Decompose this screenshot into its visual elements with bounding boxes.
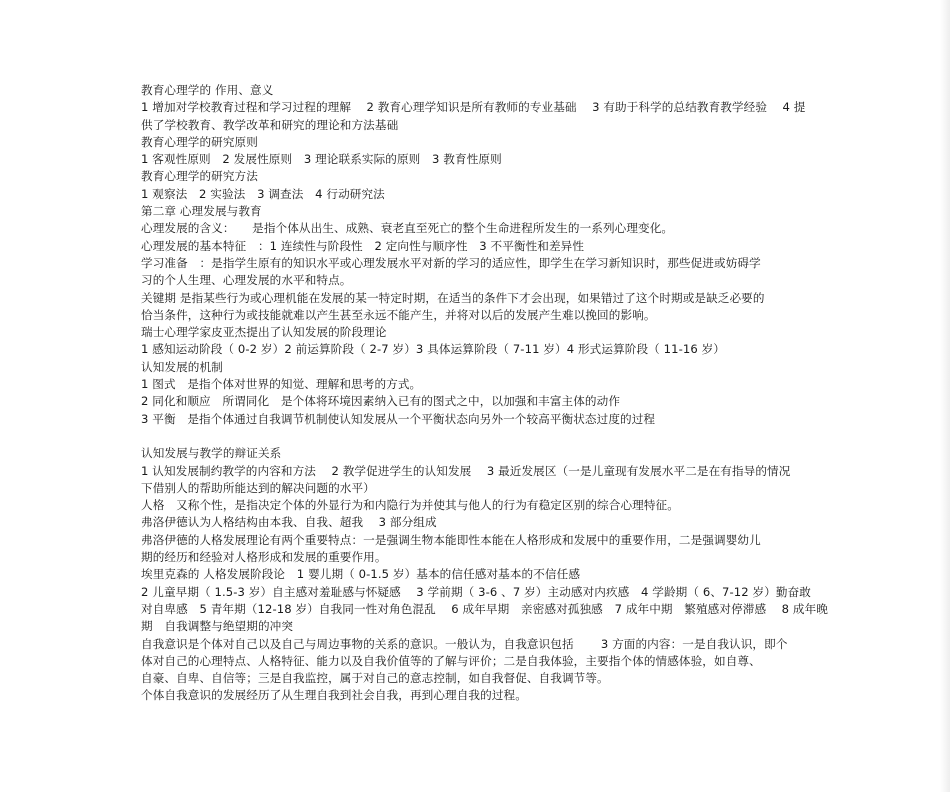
text-line: 自豪、自卑、自信等；三是自我监控，属于对自己的意志控制，如自我督促、自我调节等。 — [141, 671, 609, 686]
text-line: 自我意识是个体对自己以及自己与周边事物的关系的意识。一般认为，自我意识包括 3 方面的内容：一是自我认识，即个 — [141, 636, 788, 651]
text-line: 3 平衡 是指个体通过自我调节机制使认知发展从一个平衡状态向另外一个较高平衡状态过度的过程 — [141, 411, 656, 426]
text-line: 心理发展的基本特征 ：1 连续性与阶段性 2 定向性与顺序性 3 不平衡性和差异性 — [141, 238, 585, 253]
text-line: 关键期 是指某些行为或心理机能在发展的某一特定时期，在适当的条件下才会出现，如果错过了这个时期或是缺乏必要的 — [141, 290, 765, 305]
text-line: 2 同化和顺应 所谓同化 是个体将环境因素纳入已有的图式之中，以加强和丰富主体的动作 — [141, 394, 621, 409]
text-line: 认知发展的机制 — [141, 359, 223, 374]
text-line: 习的个人生理、心理发展的水平和特点。 — [141, 273, 352, 288]
text-line: 1 观察法 2 实验法 3 调查法 4 行动研究法 — [141, 186, 385, 201]
document-body — [141, 82, 853, 705]
text-line: 弗洛伊德的人格发展理论有两个重要特点：一是强调生物本能即性本能在人格形成和发展中的重要作用，二是强调婴幼儿 — [141, 532, 761, 547]
text-line: 埃里克森的 人格发展阶段论 1 婴儿期（ 0-1.5 岁）基本的信任感对基本的不信任感 — [141, 567, 581, 582]
text-line: 下借别人的帮助所能达到的解决问题的水平） — [141, 480, 375, 495]
text-line: 弗洛伊德认为人格结构由本我、自我、超我 3 部分组成 — [141, 515, 437, 530]
text-line: 期 自我调整与绝望期的冲突 — [141, 619, 294, 634]
text-line: 1 图式 是指个体对世界的知觉、理解和思考的方式。 — [141, 377, 422, 392]
text-line: 教育心理学的 作用、意义 — [141, 83, 274, 97]
text-line: 恰当条件，这种行为或技能就难以产生甚至永远不能产生，并将对以后的发展产生难以挽回的影响。 — [141, 307, 656, 322]
text-line: 1 认知发展制约教学的内容和方法 2 教学促进学生的认知发展 3 最近发展区（一是儿童现有发展水平二是在有指导的情况 — [141, 463, 791, 478]
text-line: 教育心理学的研究原则 — [141, 134, 258, 149]
page-edge-shadow — [940, 0, 950, 792]
text-line: 人格 又称个性，是指决定个体的外显行为和内隐行为并使其与他人的行为有稳定区别的综合心理特征。 — [141, 498, 679, 513]
text-line: 1 感知运动阶段（ 0-2 岁）2 前运算阶段（ 2-7 岁）3 具体运算阶段（ 7-11 岁）4 形式运算阶段（ 11-16 岁） — [141, 342, 725, 357]
text-line: 瑞士心理学家皮亚杰提出了认知发展的阶段理论 — [141, 325, 387, 340]
text-line: 心理发展的含义： 是指个体从出生、成熟、衰老直至死亡的整个生命进程所发生的一系列心理变化。 — [141, 221, 674, 236]
text-line: 2 儿童早期（ 1.5-3 岁）自主感对羞耻感与怀疑感 3 学前期（ 3-6 、7 岁）主动感对内疚感 4 学龄期（ 6、7-12 岁）勤奋敢 — [141, 584, 811, 599]
text-line: 个体自我意识的发展经历了从生理自我到社会自我，再到心理自我的过程。 — [141, 688, 527, 703]
text-line: 学习准备 ：是指学生原有的知识水平或心理发展水平对新的学习的适应性，即学生在学习新知识时，那些促进或妨碍学 — [141, 255, 761, 270]
text-line: 第二章 心理发展与教育 — [141, 204, 262, 219]
text-line: 供了学校教育、教学改革和研究的理论和方法基础 — [141, 117, 399, 132]
blank-line — [141, 428, 853, 445]
text-line: 1 客观性原则 2 发展性原则 3 理论联系实际的原则 3 教育性原则 — [141, 152, 502, 167]
text-line: 体对自己的心理特点、人格特征、能力以及自我价值等的了解与评价；二是自我体验，主要指个体的情感体验，如自尊、 — [141, 653, 761, 668]
text-line: 期的经历和经验对人格形成和发展的重要作用。 — [141, 550, 387, 565]
text-line: 教育心理学的研究方法 — [141, 169, 258, 184]
text-line: 1 增加对学校教育过程和学习过程的理解 2 教育心理学知识是所有教师的专业基础 3 有助于科学的总结教育教学经验 4 提 — [141, 100, 806, 115]
text-line: 对自卑感 5 青年期（12-18 岁）自我同一性对角色混乱 6 成年早期 亲密感对孤独感 7 成年中期 繁殖感对停滞感 8 成年晚 — [141, 601, 828, 616]
text-line: 认知发展与教学的辩证关系 — [141, 446, 282, 461]
